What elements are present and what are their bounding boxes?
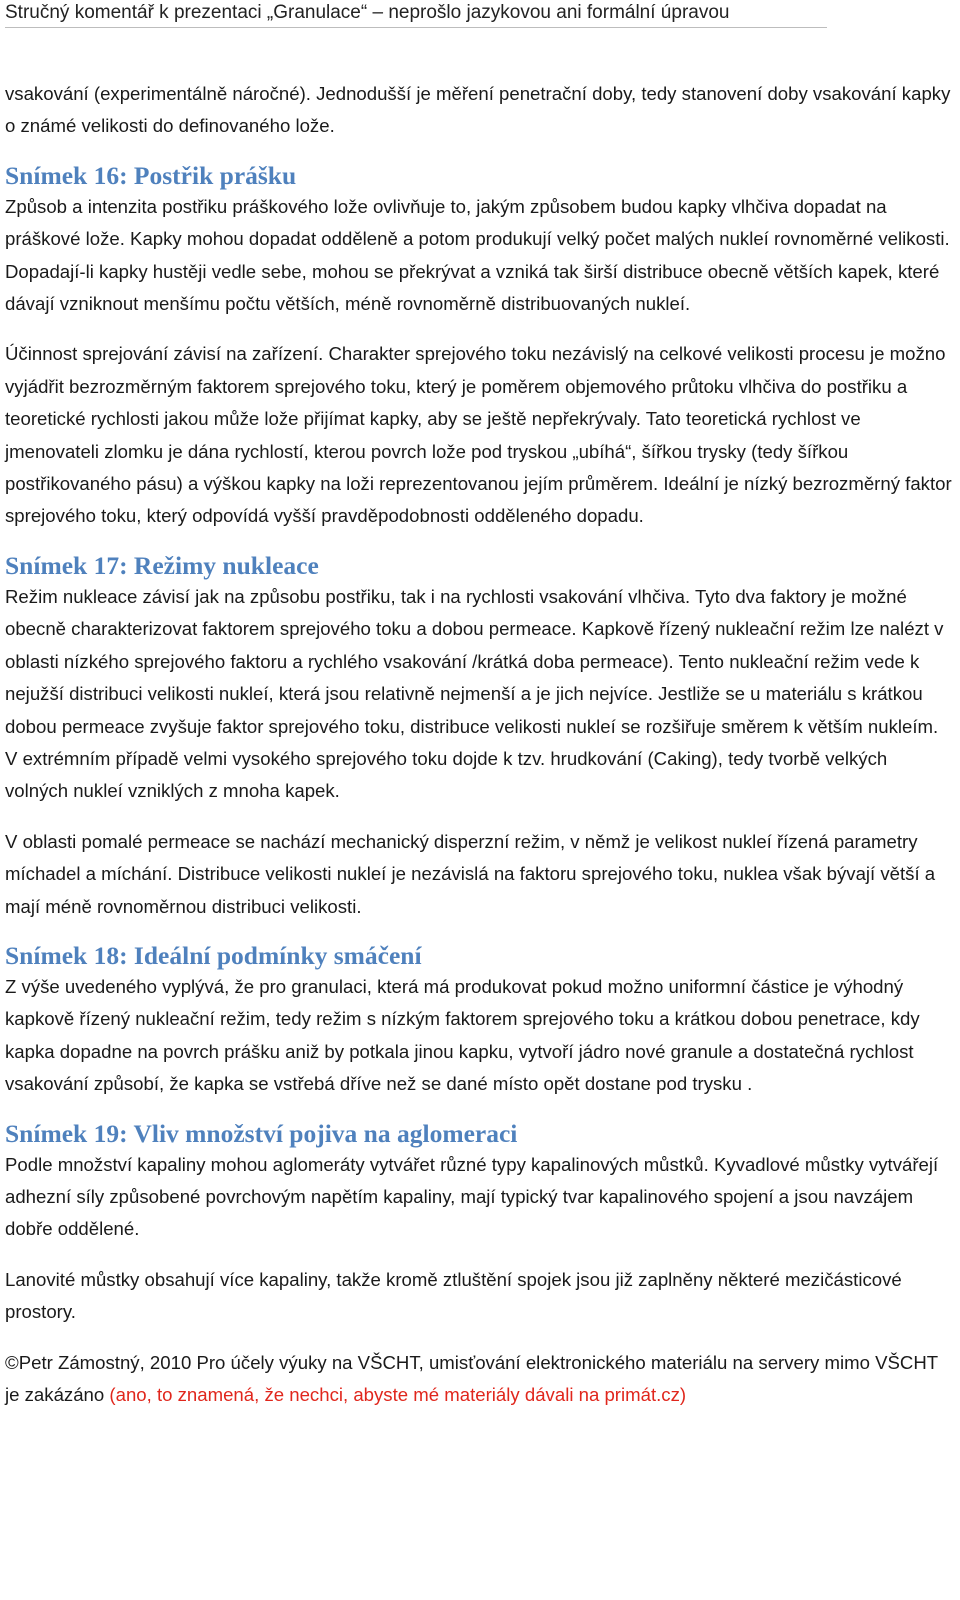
- copyright-text: ©Petr Zámostný, 2010 Pro účely výuky na VŠCHT, umisťování elektronického materiálu na servery mimo VŠCHT je zakázáno: [5, 1351, 938, 1405]
- running-header: Stručný komentář k prezentaci „Granulace“ – neprošlo jazykovou ani formální úpravou: [5, 0, 827, 28]
- paragraph: Způsob a intenzita postřiku práškového lože ovlivňuje to, jakým způsobem budou kapky vlhčiva dopadat na práškové lože. Kapky mohou dopadat odděleně a potom produkují velký počet malých nukleí rovnoměrné velikosti. Dopadají-li kapky hustěji vedle sebe, mohou se překrývat a vzniká tak širší distribuce obecně větších kapek, které dávají vzniknout menšímu počtu větších, méně rovnoměrně distribuovaných nukleí.: [5, 195, 950, 315]
- paragraph: Z výše uvedeného vyplývá, že pro granulaci, která má produkovat pokud možno uniformní částice je výhodný kapkově řízený nukleační režim, tedy režim s nízkým faktorem sprejového toku a krátkou dobou penetrace, kdy kapka dopadne na povrch prášku aniž by potkala jinou kapku, vytvoří jádro nové granule a dostatečná rychlost vsakování způsobí, že kapka se vstřebá dříve než se dané místo opět dostane pod trysku .: [5, 975, 920, 1095]
- paragraph: V oblasti pomalé permeace se nachází mechanický disperzní režim, v němž je velikost nukleí řízená parametry míchadel a míchání. Distribuce velikosti nukleí je nezávislá na faktoru sprejového toku, nuklea však bývají větší a mají méně rovnoměrnou distribuci velikosti.: [5, 830, 936, 917]
- intro-paragraph: vsakování (experimentálně náročné). Jednodušší je měření penetrační doby, tedy stanovení doby vsakování kapky o známé velikosti do definovaného lože.: [5, 83, 951, 137]
- paragraph: Lanovité můstky obsahují více kapaliny, takže kromě ztluštění spojek jsou již zaplněny některé mezičásticové prostory.: [5, 1268, 902, 1323]
- section-heading-19: Snímek 19: Vliv množství pojiva na aglomeraci: [5, 1118, 518, 1148]
- paragraph: Režim nukleace závisí jak na způsobu postřiku, tak i na rychlosti vsakování vlhčiva. Tyto dva faktory je možné obecně charakterizovat faktorem sprejového toku a dobou permeace. Kapkově řízený nukleační režim lze nalézt v oblasti nízkého sprejového faktoru a rychlého vsakování /krátká doba permeace). Tento nukleační režim vede k nejužší distribuci velikosti nukleí, která jsou relativně nejmenší a je jich nejvíce. Jestliže se u materiálu s krátkou dobou permeace zvyšuje faktor sprejového toku, distribuce velikosti nukleí se rozšiřuje směrem k větším nukleím. V extrémním případě velmi vysokého sprejového toku dojde k tzv. hrudkování (Caking), tedy tvorbě velkých volných nukleí vzniklých z mnoha kapek.: [5, 585, 944, 802]
- copyright-note: (ano, to znamená, že nechci, abyste mé materiály dávali na primát.cz): [109, 1384, 687, 1405]
- section-heading-17: Snímek 17: Režimy nukleace: [5, 550, 319, 580]
- section-heading-18: Snímek 18: Ideální podmínky smáčení: [5, 940, 422, 970]
- copyright-notice: [5, 1347, 954, 1412]
- paragraph: Podle množství kapaliny mohou aglomeráty vytvářet různé typy kapalinových můstků. Kyvadlové můstky vytvářejí adhezní síly způsobené povrchovým napětím kapaliny, mají typický tvar kapalinového spojení a jsou navzájem dobře oddělené.: [5, 1153, 939, 1240]
- paragraph: Účinnost sprejování závisí na zařízení. Charakter sprejového toku nezávislý na celkové velikosti procesu je možno vyjádřit bezrozměrným faktorem sprejového toku, který je poměrem objemového průtoku vlhčiva do postřiku a teoretické rychlosti jakou může lože přijímat kapky, aby se ještě nepřekrývaly. Tato teoretická rychlost ve jmenovateli zlomku je dána rychlostí, kterou povrch lože pod tryskou „ubíhá“, šířkou trysky (tedy šířkou postřikovaného pásu) a výškou kapky na loži reprezentovanou jejím průměrem. Ideální je nízký bezrozměrný faktor sprejového toku, který odpovídá vyšší pravděpodobnosti odděleného dopadu.: [5, 343, 952, 527]
- section-heading-16: Snímek 16: Postřik prášku: [5, 160, 297, 190]
